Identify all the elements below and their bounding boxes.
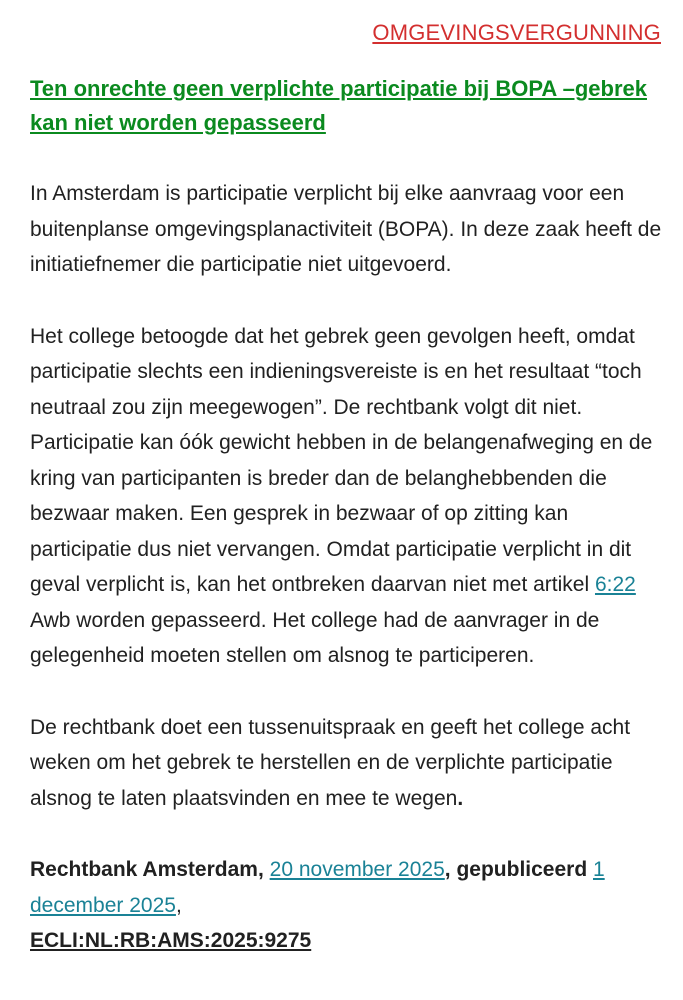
paragraph-reasoning: [30, 319, 662, 674]
court-name: Rechtbank Amsterdam,: [30, 858, 264, 881]
article: [30, 72, 662, 995]
citation: [30, 852, 662, 959]
citation-comma: ,: [175, 893, 182, 917]
published-date-link[interactable]: 1 december 2025: [30, 858, 605, 917]
paragraph-intro: In Amsterdam is participatie verplicht bij elke aanvraag voor een buitenplanse omgevingsplanactiviteit (BOPA). In deze zaak heeft de initiatiefnemer die participatie niet uitgevoerd.: [30, 182, 662, 276]
paragraph-reasoning-text: Het college betoogde dat het gebrek geen gevolgen heeft, omdat participatie slechts een indieningsvereiste is en het resultaat “toch neutraal zou zijn meegewogen”. De rechtbank volgt dit niet. Participatie kan óók gewicht hebben in de belangenafweging en de kring van participanten is breder dan de belanghebbenden die bezwaar maken. Een gesprek in bezwaar of op zitting kan participatie dus niet vervangen. Omdat participatie verplicht in dit geval verplicht is, kan het ontbreken daarvan niet met artikel: [30, 324, 653, 596]
ecli-link[interactable]: ECLI:NL:RB:AMS:2025:9275: [30, 929, 312, 952]
category-link[interactable]: OMGEVINGSVERGUNNING: [372, 20, 661, 45]
paragraph-ruling-text: De rechtbank doet een tussenuitspraak en geeft het college acht weken om het gebrek te herstellen en de verplichte participatie alsnog te laten plaatsvinden en mee te wegen: [30, 715, 631, 810]
paragraph-ruling-period: .: [457, 786, 464, 810]
paragraph-ruling: [30, 710, 662, 817]
article-title[interactable]: Ten onrechte geen verplichte participatie bij BOPA –gebrek kan niet worden gepasseerd: [30, 76, 647, 135]
published-label: , gepubliceerd: [444, 858, 588, 881]
paragraph-reasoning-text-end: Awb worden gepasseerd. Het college had de aanvrager in de gelegenheid moeten stellen om alsnog te participeren.: [30, 608, 600, 667]
article-6-22-link[interactable]: 6:22: [594, 573, 636, 596]
ruling-date-link[interactable]: 20 november 2025: [269, 858, 445, 881]
